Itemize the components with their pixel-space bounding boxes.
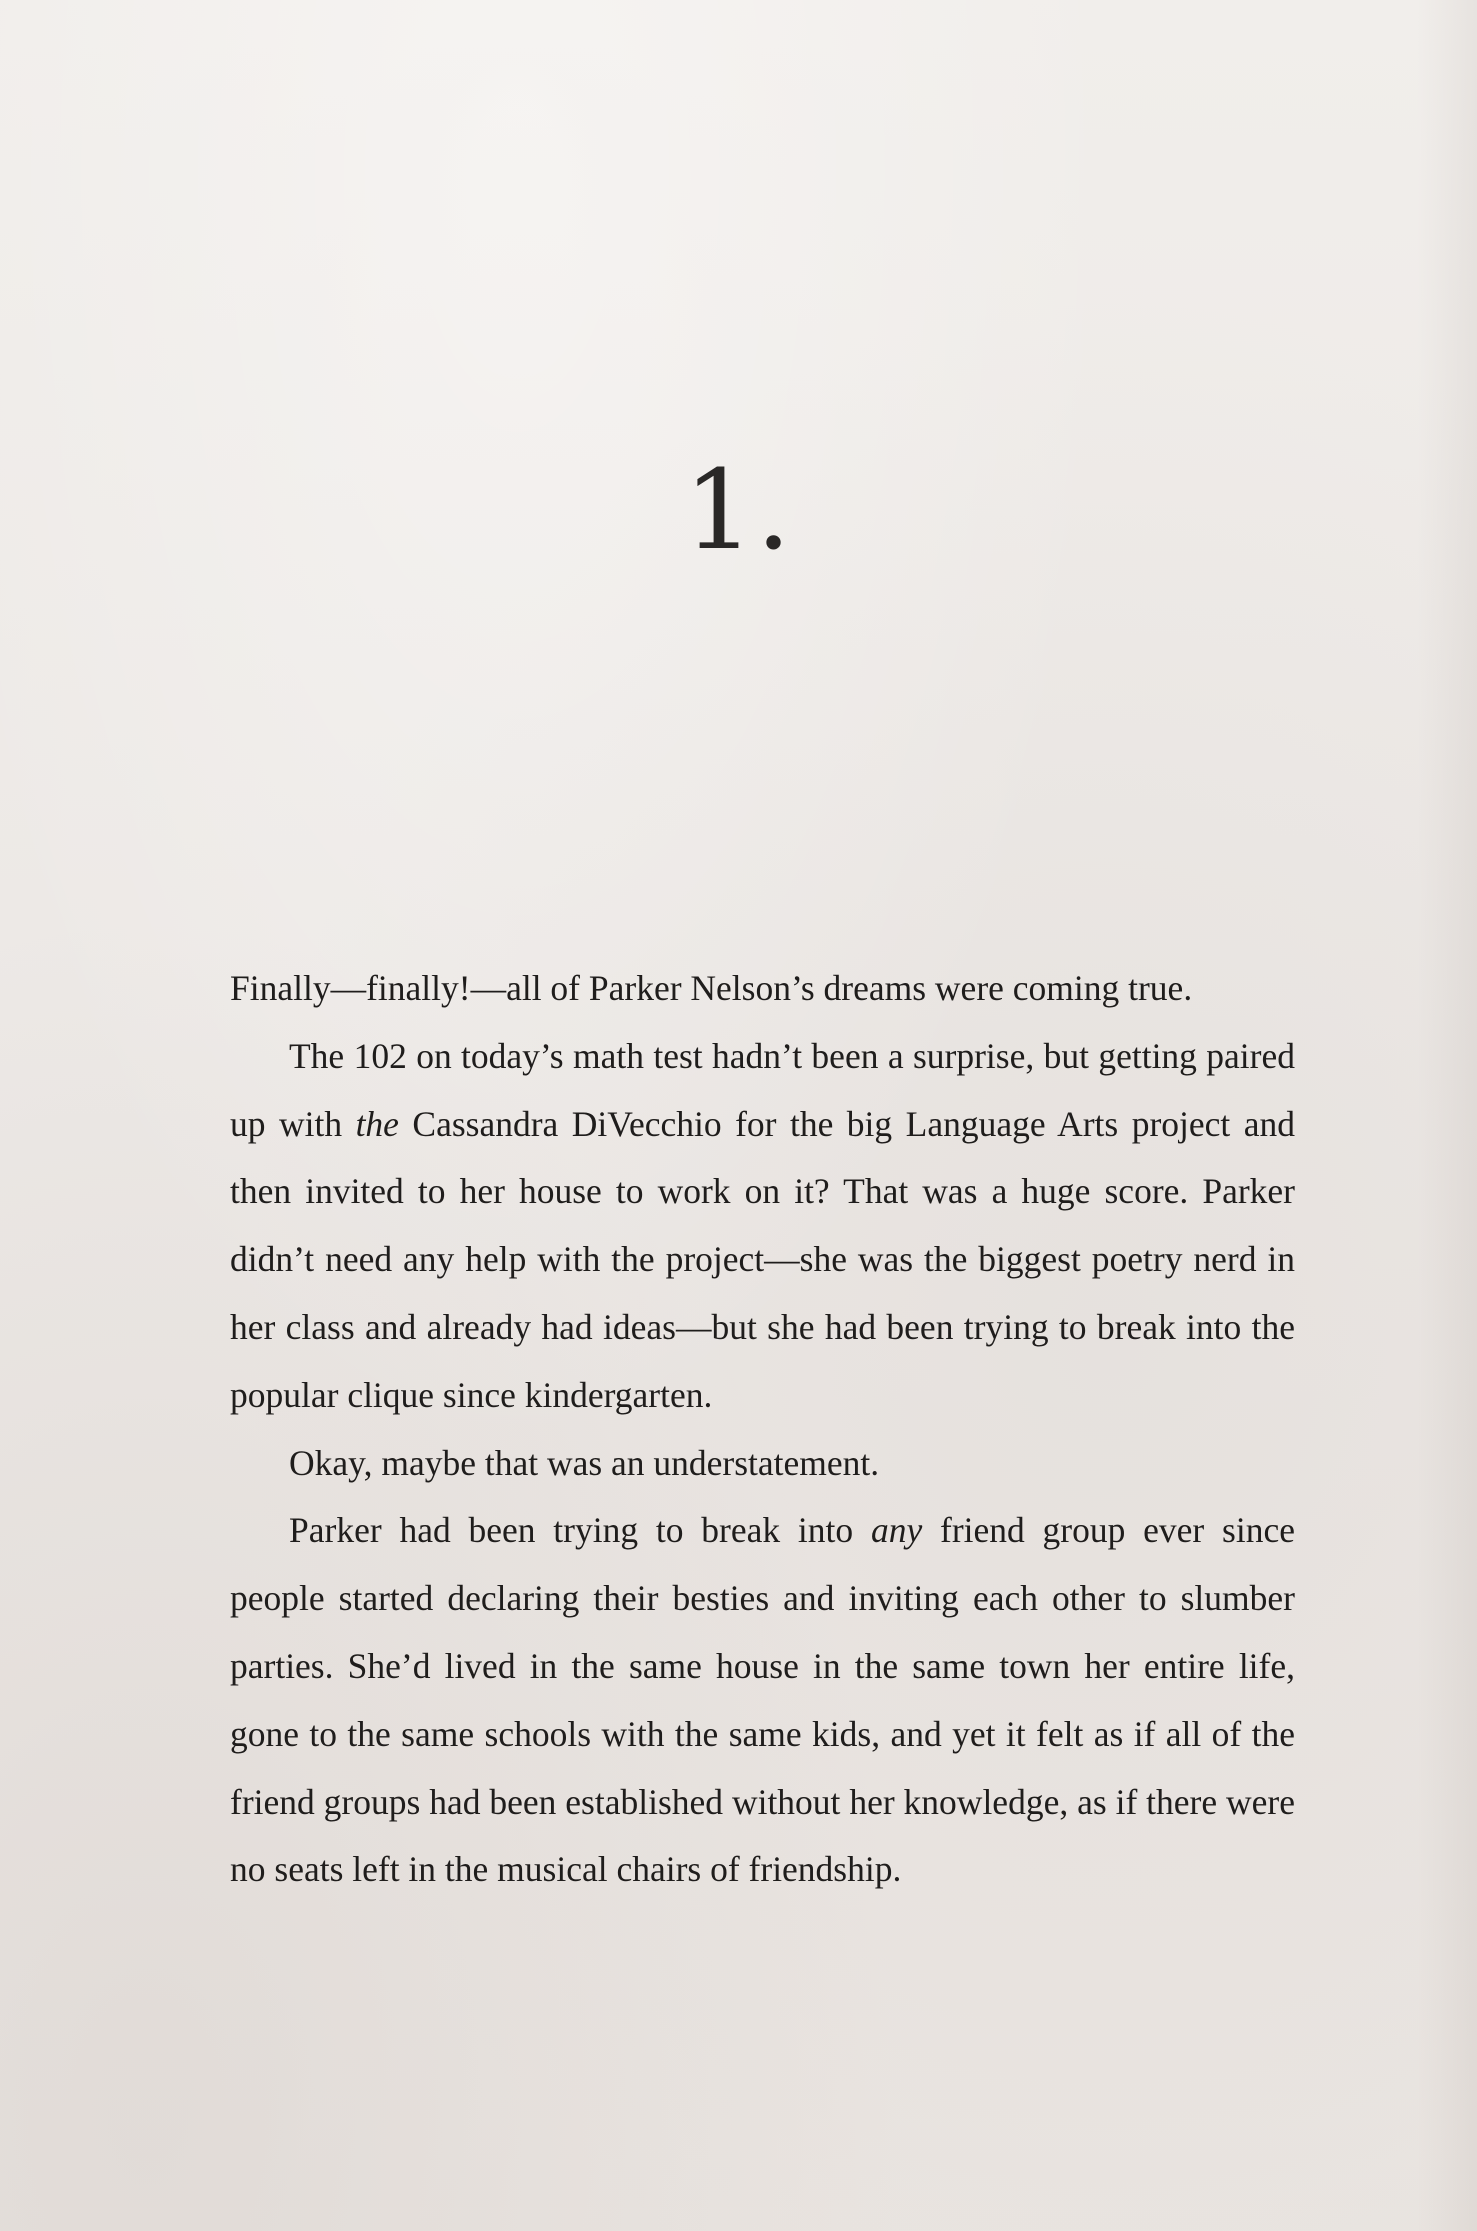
paragraph-4-text-b: friend group ever since people started declaring their besties and inviting each other to slumber parties. She’d lived in the same house in the same town her entire life, gone to the same schools with the same kids, and yet it felt as if all of the friend groups had been established without her knowledge, as if there were no seats left in the musical chairs of friendship. [230, 1510, 1295, 1890]
paragraph-4-text-a: Parker had been trying to break into [289, 1510, 871, 1551]
paragraph-1 [230, 955, 1295, 1023]
paragraph-2-text-b: Cassandra DiVecchio for the big Language Arts project and then invited to her house to work on it? That was a huge score. Parker didn’t need any help with the project—she was the biggest poetry nerd in her class and already had ideas—but she had been trying to break into the popular clique since kindergarten. [230, 1103, 1295, 1415]
paragraph-2-text-a: The 102 on today’s math test hadn’t been a surprise, but getting paired up with [230, 1035, 1295, 1144]
paragraph-3-text: Okay, maybe that was an understatement. [289, 1442, 880, 1483]
paragraph-4-italic-any: any [870, 1510, 923, 1551]
paragraph-2 [230, 1023, 1295, 1430]
paragraph-3 [230, 1430, 1295, 1498]
paragraph-1-text: Finally—finally!—all of Parker Nelson’s dreams were coming true. [230, 968, 1193, 1008]
chapter-body [230, 955, 1295, 1904]
paragraph-2-italic-the: the [355, 1103, 399, 1144]
chapter-number: 1. [684, 446, 793, 574]
paragraph-4 [230, 1497, 1295, 1904]
